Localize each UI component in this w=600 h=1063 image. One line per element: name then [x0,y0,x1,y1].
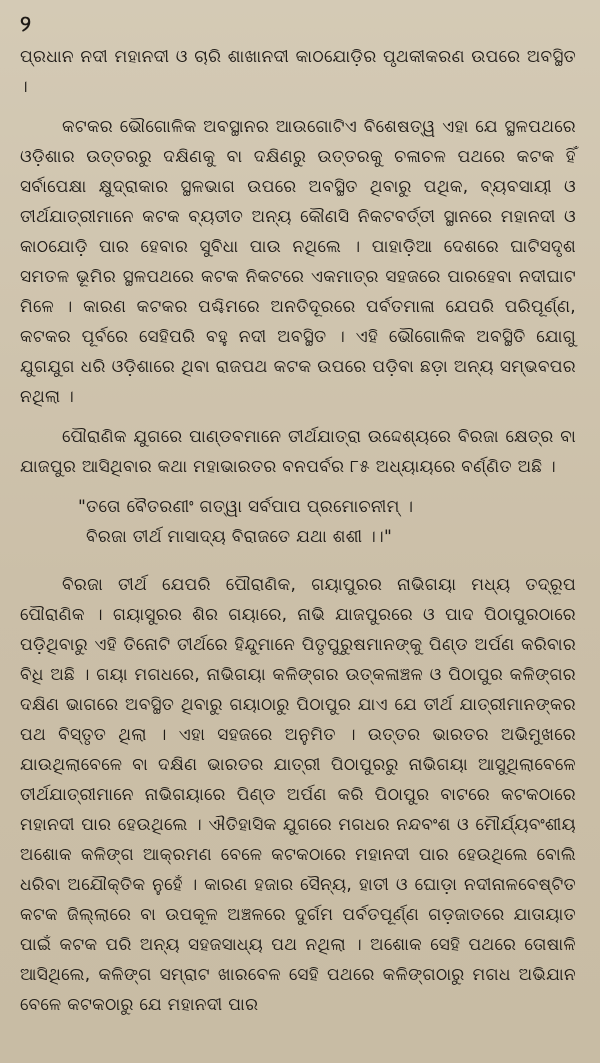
paragraph-1: ପ୍ରଧାନ ନଦୀ ମହାନଦୀ ଓ ଚାରି ଶାଖାନଦୀ କାଠଯୋଡ଼ିର ପୃଥକୀକରଣ ଉପରେ ଅବସ୍ଥିତ । [20,47,576,97]
verse-line-1: "ତତୋ ବୈତରଣୀଂ ଗତ୍ୱା ସର୍ବପାପ ପ୍ରମୋଚନୀମ୍ । [78,497,414,517]
paragraph-3: ପୌରାଣିକ ଯୁଗରେ ପାଣ୍ଡବମାନେ ତୀର୍ଥଯାତ୍ରା ଉଦ୍ଦେଶ୍ୟରେ ବିରଜା କ୍ଷେତ୍ର ବା ଯାଜପୁର ଆସିଥିବାର କଥା ମହାଭାରତର ବନପର୍ବର ୮୫ ଅଧ୍ୟାୟରେ ବର୍ଣ୍ଣିତ ଅଛି । [20,427,576,477]
paragraph-4: ବିରଜା ତୀର୍ଥ ଯେପରି ପୌରାଣିକ, ଗୟାପୁରର ନାଭିଗୟା ମଧ୍ୟ ତଦ୍ରୂପ ପୌରାଣିକ । ଗୟାସୁରର ଶିର ଗୟାରେ, ନାଭି ଯାଜପୁରରେ ଓ ପାଦ ପିଠାପୁରଠାରେ ପଡ଼ିଥିବାରୁ ଏହି ତିନୋଟି ତୀର୍ଥରେ ହିନ୍ଦୁମାନେ ପିତୃପୁରୁଷମାନଙ୍କୁ ପିଣ୍ଡ ଅର୍ପଣ କରିବାର ବିଧି ଅଛି । ଗୟା ମଗଧରେ, ନାଭିଗୟା କଳିଙ୍ଗର ଉତ୍କଳାଞ୍ଚଳ ଓ ପିଠାପୁର କଳିଙ୍ଗର ଦକ୍ଷିଣ ଭାଗରେ ଅବସ୍ଥିତ ଥିବାରୁ ଗୟାଠାରୁ ପିଠାପୁର ଯାଏ ଯେ ତୀର୍ଥ ଯାତ୍ରୀମାନଙ୍କର ପଥ ବିସ୍ତୃତ ଥିଲା । ଏହା ସହଜରେ ଅନୁମିତ । ଉତ୍ତର ଭାରତର ଅଭିମୁଖରେ ଯାଉଥିଲାବେଳେ ବା ଦକ୍ଷିଣ ଭାରତର ଯାତ୍ରୀ ପିଠାପୁରରୁ ନାଭିଗୟା ଆସୁଥିଲାବେଳେ ତୀର୍ଥଯାତ୍ରୀମାନେ ନାଭିଗୟାରେ ପିଣ୍ଡ ଅର୍ପଣ କରି ପିଠାପୁର ବାଟରେ କଟକଠାରେ ମହାନଦୀ ପାର ହେଉଥିଲେ । ଐତିହାସିକ ଯୁଗରେ ମଗଧର ନନ୍ଦବଂଶ ଓ ମୌର୍ଯ୍ୟବଂଶୀୟ ଅଶୋକ କଳିଙ୍ଗ ଆକ୍ରମଣ ବେଳେ କଟକଠାରେ ମହାନଦୀ ପାର ହେଉଥିଲେ ବୋଲି ଧରିବା ଅଯୌକ୍ତିକ ନୁହେଁ । କାରଣ ହଜାର ସୈନ୍ୟ, ହାତୀ ଓ ଘୋଡ଼ା ନଦୀନାଳବେଷ୍ଟିତ କଟକ ଜିଲ୍ଲାରେ ବା ଉପକୂଳ ଅଞ୍ଚଳରେ ଦୁର୍ଗମ ପର୍ବତପୂର୍ଣ୍ଣ ଗଡ଼ଜାତରେ ଯାତାୟାତ ପାଇଁ କଟକ ପରି ଅନ୍ୟ ସହଜସାଧ୍ୟ ପଥ ନଥିଲା । ଅଶୋକ ସେହି ପଥରେ ତୋଷାଳି ଆସିଥିଲେ, କଳିଙ୍ଗ ସମ୍ରାଟ ଖାରବେଳ ସେହି ପଥରେ କଳିଙ୍ଗଠାରୁ ମଗଧ ଅଭିଯାନ ବେଳେ କଟକଠାରୁ ଯେ ମହାନଦୀ ପାର [20,575,576,1015]
page-number: ୨ [20,12,31,37]
sanskrit-verse [20,492,576,552]
paragraph-2: କଟକର ଭୌଗୋଳିକ ଅବସ୍ଥାନର ଆଉଗୋଟିଏ ବିଶେଷତ୍ୱ ଏହା ଯେ ସ୍ଥଳପଥରେ ଓଡ଼ିଶାର ଉତ୍ତରରୁ ଦକ୍ଷିଣକୁ ବା ଦକ୍ଷିଣରୁ ଉତ୍ତରକୁ ଚଳାଚଳ ପଥରେ କଟକ ହିଁ ସର୍ବାପେକ୍ଷା କ୍ଷୁଦ୍ରାକାର ସ୍ଥଳଭାଗ ଉପରେ ଅବସ୍ଥିତ ଥିବାରୁ ପଥିକ, ବ୍ୟବସାୟୀ ଓ ତୀର୍ଥଯାତ୍ରୀମାନେ କଟକ ବ୍ୟତୀତ ଅନ୍ୟ କୌଣସି ନିକଟବର୍ତ୍ତୀ ସ୍ଥାନରେ ମହାନଦୀ ଓ କାଠଯୋଡ଼ି ପାର ହେବାର ସୁବିଧା ପାଉ ନଥିଲେ । ପାହାଡ଼ିଆ ଦେଶରେ ଘାଟିସଦୃଶ ସମତଳ ଭୂମିର ସ୍ଥଳପଥରେ କଟକ ନିକଟରେ ଏକମାତ୍ର ସହଜରେ ପାରହେବା ନଦୀଘାଟ ମିଳେ । କାରଣ କଟକର ପଶ୍ଚିମରେ ଅନତିଦୂରରେ ପର୍ବତମାଳା ଯେପରି ପରିପୂର୍ଣ୍ଣ, କଟକର ପୂର୍ବରେ ସେହିପରି ବହୁ ନଦୀ ଅବସ୍ଥିତ । ଏହି ଭୌଗୋଳିକ ଅବସ୍ଥିତି ଯୋଗୁ ଯୁଗଯୁଗ ଧରି ଓଡ଼ିଶାରେ ଥିବା ରାଜପଥ କଟକ ଉପରେ ପଡ଼ିବା ଛଡ଼ା ଅନ୍ୟ ସମ୍ଭବପର ନଥିଲା । [20,117,576,407]
verse-line-2: ବିରଜା ତୀର୍ଥ ମାସାଦ୍ୟ ବିରାଜତେ ଯଥା ଶଶୀ ।।" [86,527,393,547]
